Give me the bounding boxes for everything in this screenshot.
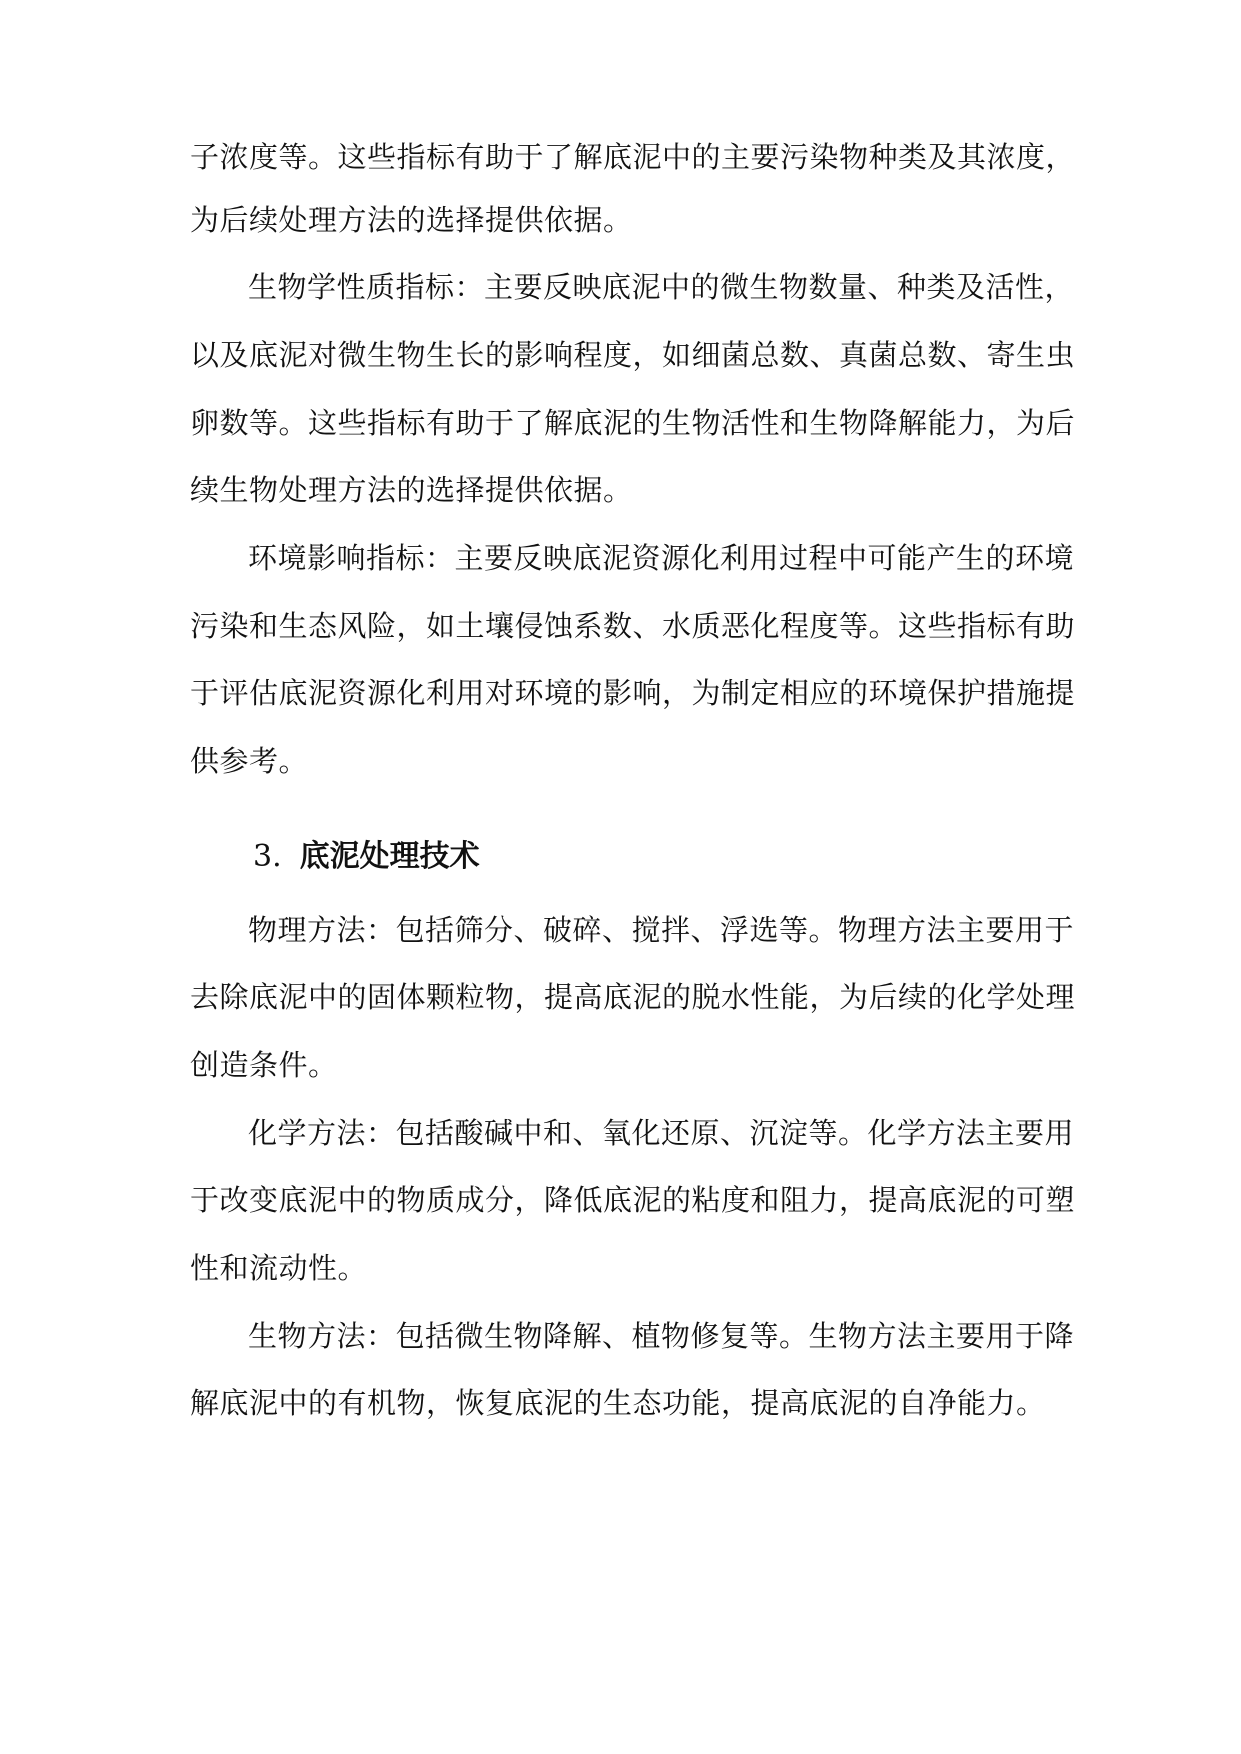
text-line: 子浓度等。这些指标有助于了解底泥中的主要污染物种类及其浓度， — [190, 140, 1076, 174]
text-line: 以及底泥对微生物生长的影响程度，如细菌总数、真菌总数、寄生虫 — [190, 338, 1076, 372]
text-line: 解底泥中的有机物，恢复底泥的生态功能，提高底泥的自净能力。 — [190, 1386, 1046, 1420]
section-number: 3. — [253, 839, 282, 874]
text-line: 污染和生态风险，如土壤侵蚀系数、水质恶化程度等。这些指标有助 — [190, 609, 1076, 643]
text-line: 供参考。 — [190, 744, 309, 778]
text-line: 去除底泥中的固体颗粒物，提高底泥的脱水性能，为后续的化学处理 — [190, 980, 1076, 1014]
text-line: 于改变底泥中的物质成分，降低底泥的粘度和阻力，提高底泥的可塑 — [190, 1183, 1076, 1217]
paragraph-first-line: 环境影响指标：主要反映底泥资源化利用过程中可能产生的环境 — [248, 541, 1075, 575]
paragraph-first-line: 生物方法：包括微生物降解、植物修复等。生物方法主要用于降 — [248, 1319, 1075, 1353]
text-line: 性和流动性。 — [190, 1251, 368, 1285]
text-line: 为后续处理方法的选择提供依据。 — [190, 203, 633, 237]
section-heading — [253, 836, 480, 878]
paragraph-first-line: 化学方法：包括酸碱中和、氧化还原、沉淀等。化学方法主要用 — [248, 1116, 1075, 1150]
paragraph-first-line: 物理方法：包括筛分、破碎、搅拌、浮选等。物理方法主要用于 — [248, 913, 1075, 947]
paragraph-first-line: 生物学性质指标：主要反映底泥中的微生物数量、种类及活性， — [248, 270, 1075, 304]
text-line: 创造条件。 — [190, 1048, 338, 1082]
text-line: 续生物处理方法的选择提供依据。 — [190, 473, 633, 507]
section-title: 底泥处理技术 — [299, 839, 480, 874]
text-line: 于评估底泥资源化利用对环境的影响，为制定相应的环境保护措施提 — [190, 676, 1076, 710]
text-line: 卵数等。这些指标有助于了解底泥的生物活性和生物降解能力，为后 — [190, 406, 1076, 440]
